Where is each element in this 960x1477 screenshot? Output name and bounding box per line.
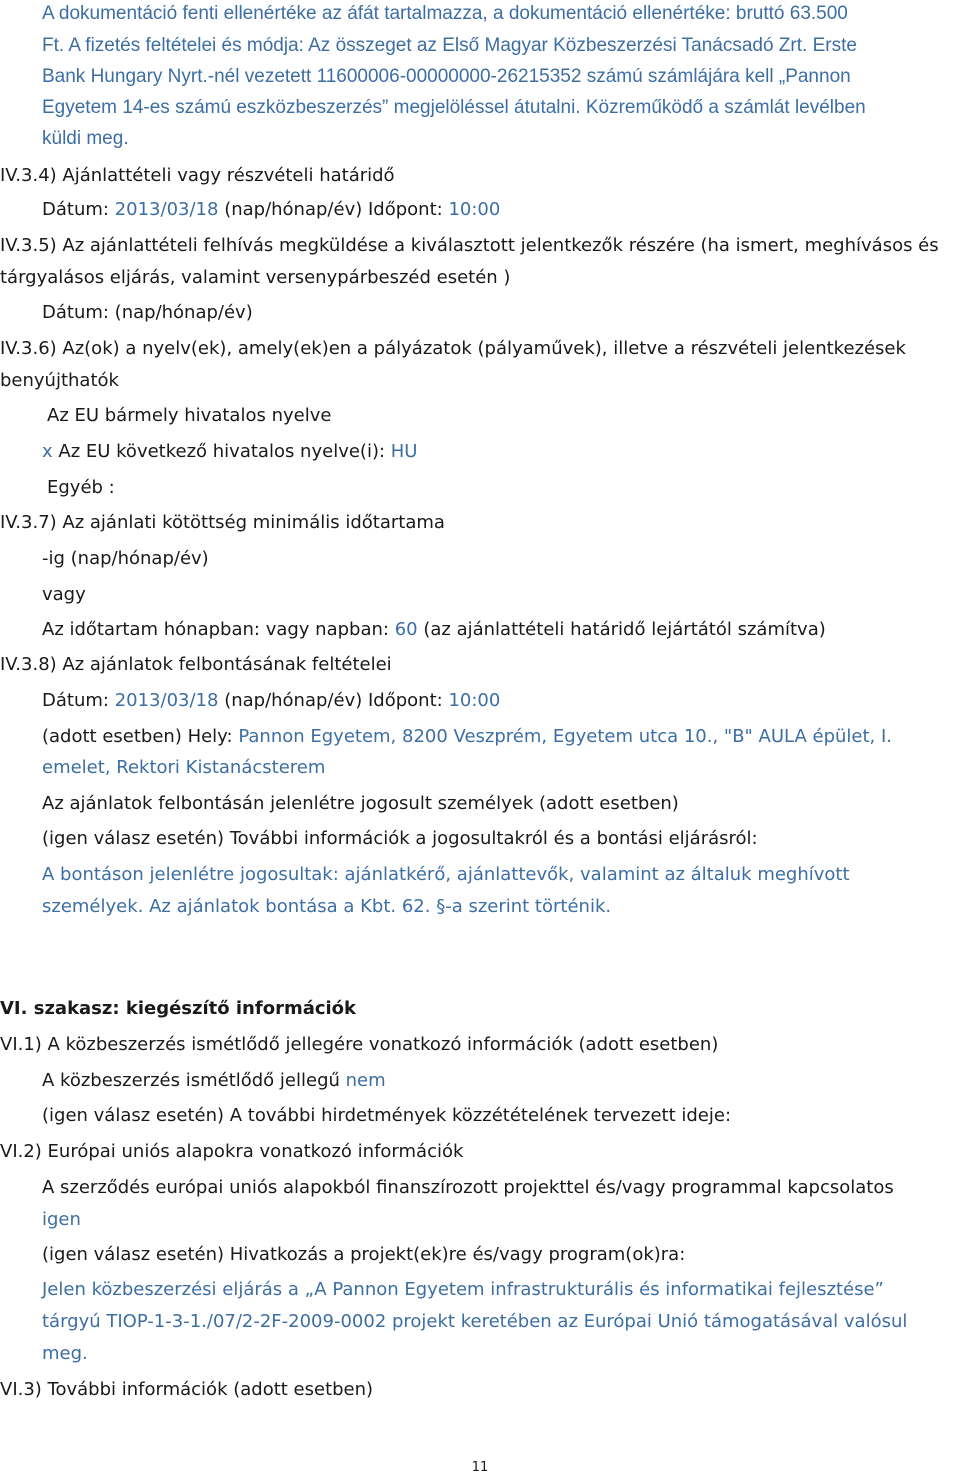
time-value: 10:00: [448, 690, 501, 711]
vi-2-eu-funds-value: igen: [42, 1209, 81, 1230]
section-vi-2-title: VI.2) Európai uniós alapokra vonatkozó információk: [0, 1141, 464, 1162]
intro-line-5: küldi meg.: [42, 128, 129, 149]
section-iv-3-6-line-2: benyújthatók: [0, 370, 119, 391]
section-iv-3-5-line-2: tárgyalásos eljárás, valamint versenypárbeszéd esetén ): [0, 267, 511, 288]
place-label: (adott esetben) Hely:: [42, 726, 233, 747]
date-label: Dátum:: [42, 199, 109, 220]
section-vi-heading: VI. szakasz: kiegészítő információk: [0, 998, 357, 1019]
iv-3-4-date-line: [42, 198, 500, 222]
iv-3-8-place-line-2: emelet, Rektori Kistanácsterem: [42, 757, 326, 778]
intro-line-4: Egyetem 14-es számú eszközbeszerzés” megjelöléssel átutalni. Közreműködő a számlát levélben: [42, 97, 866, 118]
section-iv-3-7-title: IV.3.7) Az ajánlati kötöttség minimális időtartama: [0, 512, 445, 533]
duration-label: Az időtartam hónapban: vagy napban:: [42, 619, 389, 640]
intro-line-3: Bank Hungary Nyrt.-nél vezetett 11600006-00000000-26215352 számú számlájára kell „Pannon: [42, 66, 851, 87]
iv-3-8-info-line-2: személyek. Az ajánlatok bontása a Kbt. 62. §-a szerint történik.: [42, 896, 612, 917]
time-label: Időpont:: [367, 690, 443, 711]
recurring-value: nem: [345, 1070, 386, 1091]
date-label: Dátum:: [42, 690, 109, 711]
iv-3-8-info-line-1: A bontáson jelenlétre jogosultak: ajánlatkérő, ajánlattevők, valamint az általuk meghívott: [42, 864, 850, 885]
date-value: 2013/03/18: [114, 690, 219, 711]
iv-3-5-date: Dátum: (nap/hónap/év): [42, 302, 253, 323]
time-value: 10:00: [448, 199, 501, 220]
vi-2-info-line-3: meg.: [42, 1343, 88, 1364]
language-option-other: Egyéb :: [47, 477, 115, 498]
section-iv-3-6-line-1: IV.3.6) Az(ok) a nyelv(ek), amely(ek)en a pályázatok (pályaművek), illetve a részvételi jelentkezések: [0, 338, 906, 359]
iv-3-8-place-line-1: [42, 725, 892, 749]
vi-2-eu-funds: A szerződés európai uniós alapokból finanszírozott projekttel és/vagy programmal kapcsolatos: [42, 1177, 894, 1198]
duration-value: 60: [394, 619, 418, 640]
place-value: Pannon Egyetem, 8200 Veszprém, Egyetem utca 10., "B" AULA épület, I.: [238, 726, 893, 747]
iv-3-8-persons: Az ajánlatok felbontásán jelenlétre jogosult személyek (adott esetben): [42, 793, 679, 814]
duration-note: (az ajánlattételi határidő lejártától számítva): [423, 619, 826, 640]
iv-3-7-duration: [42, 618, 826, 642]
iv-3-8-more-info: (igen válasz esetén) További információk a jogosultakról és a bontási eljárásról:: [42, 828, 758, 849]
date-format: (nap/hónap/év): [224, 199, 363, 220]
date-format: (nap/hónap/év): [224, 690, 363, 711]
language-value: HU: [390, 441, 418, 462]
vi-2-info-line-2: tárgyú TIOP-1-3-1./07/2-2F-2009-0002 projekt keretében az Európai Unió támogatásával valósul: [42, 1311, 908, 1332]
section-iv-3-5-line-1: IV.3.5) Az ajánlattételi felhívás megküldése a kiválasztott jelentkezők részére (ha ismert, meghívásos és: [0, 235, 939, 256]
page-number: 11: [471, 1460, 489, 1475]
section-iv-3-8-title: IV.3.8) Az ajánlatok felbontásának feltételei: [0, 654, 392, 675]
vi-2-info-line-1: Jelen közbeszerzési eljárás a „A Pannon Egyetem infrastrukturális és informatikai fejlesztése”: [42, 1279, 884, 1300]
recurring-label: A közbeszerzés ismétlődő jellegű: [42, 1070, 340, 1091]
vi-2-reference: (igen válasz esetén) Hivatkozás a projekt(ek)re és/vagy program(ok)ra:: [42, 1244, 686, 1265]
vi-1-more: (igen válasz esetén) A további hirdetmények közzétételének tervezett ideje:: [42, 1105, 732, 1126]
iv-3-7-or: vagy: [42, 584, 86, 605]
intro-line-2: Ft. A fizetés feltételei és módja: Az összeget az Első Magyar Közbeszerzési Tanácsadó Zrt. Erste: [42, 35, 857, 56]
language-option-specific: [42, 440, 417, 464]
section-vi-1-title: VI.1) A közbeszerzés ismétlődő jellegére vonatkozó információk (adott esetben): [0, 1034, 719, 1055]
checked-mark: x: [42, 441, 53, 462]
language-label: Az EU következő hivatalos nyelve(i):: [58, 441, 386, 462]
section-vi-3-title: VI.3) További információk (adott esetben): [0, 1379, 374, 1400]
time-label: Időpont:: [367, 199, 443, 220]
date-value: 2013/03/18: [114, 199, 219, 220]
section-iv-3-4-title: IV.3.4) Ajánlattételi vagy részvételi határidő: [0, 165, 395, 186]
intro-line-1: A dokumentáció fenti ellenértéke az áfát tartalmazza, a dokumentáció ellenértéke: bruttó 63.500: [42, 3, 848, 24]
vi-1-recurring: [42, 1069, 386, 1093]
language-option-any: Az EU bármely hivatalos nyelve: [47, 405, 332, 426]
iv-3-8-date-line: [42, 689, 500, 713]
iv-3-7-until: -ig (nap/hónap/év): [42, 548, 209, 569]
